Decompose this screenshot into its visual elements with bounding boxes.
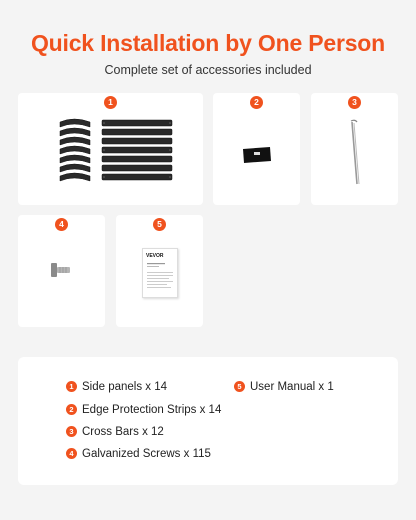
list-item (66, 448, 211, 460)
screw-icon (48, 257, 74, 283)
list-number-badge: 5 (234, 381, 245, 392)
card-number-badge: 3 (348, 96, 361, 109)
edge-strip-icon (242, 145, 272, 165)
list-item-label: Edge Protection Strips x 14 (82, 404, 222, 416)
list-item-label: Cross Bars x 12 (82, 426, 164, 438)
user-manual-image (142, 248, 178, 298)
cross-bars-icon (345, 118, 365, 188)
list-item (66, 426, 164, 438)
accessories-list (18, 357, 398, 485)
list-item (234, 381, 334, 393)
list-number-badge: 2 (66, 404, 77, 415)
card-galvanized-screw (18, 215, 105, 327)
manual-brand-logo: VEVOR (146, 253, 164, 259)
page-subtitle: Complete set of accessories included (104, 63, 312, 77)
list-item-label: Side panels x 14 (82, 381, 168, 393)
manual-text-lines (144, 259, 178, 299)
list-item (66, 404, 221, 416)
card-edge-protection-strip (213, 93, 300, 205)
list-number-badge: 1 (66, 381, 77, 392)
card-number-badge: 2 (250, 96, 263, 109)
list-item-label: User Manual x 1 (250, 381, 334, 393)
card-cross-bars (311, 93, 398, 205)
list-item-label: Galvanized Screws x 115 (82, 448, 211, 460)
list-number-badge: 3 (66, 426, 77, 437)
card-side-panels (18, 93, 203, 205)
card-number-badge: 4 (55, 218, 68, 231)
side-panels-icon (56, 118, 176, 188)
list-item (66, 381, 167, 393)
card-number-badge: 5 (153, 218, 166, 231)
card-number-badge: 1 (104, 96, 117, 109)
page-title: Quick Installation by One Person (30, 30, 386, 56)
list-number-badge: 4 (66, 448, 77, 459)
